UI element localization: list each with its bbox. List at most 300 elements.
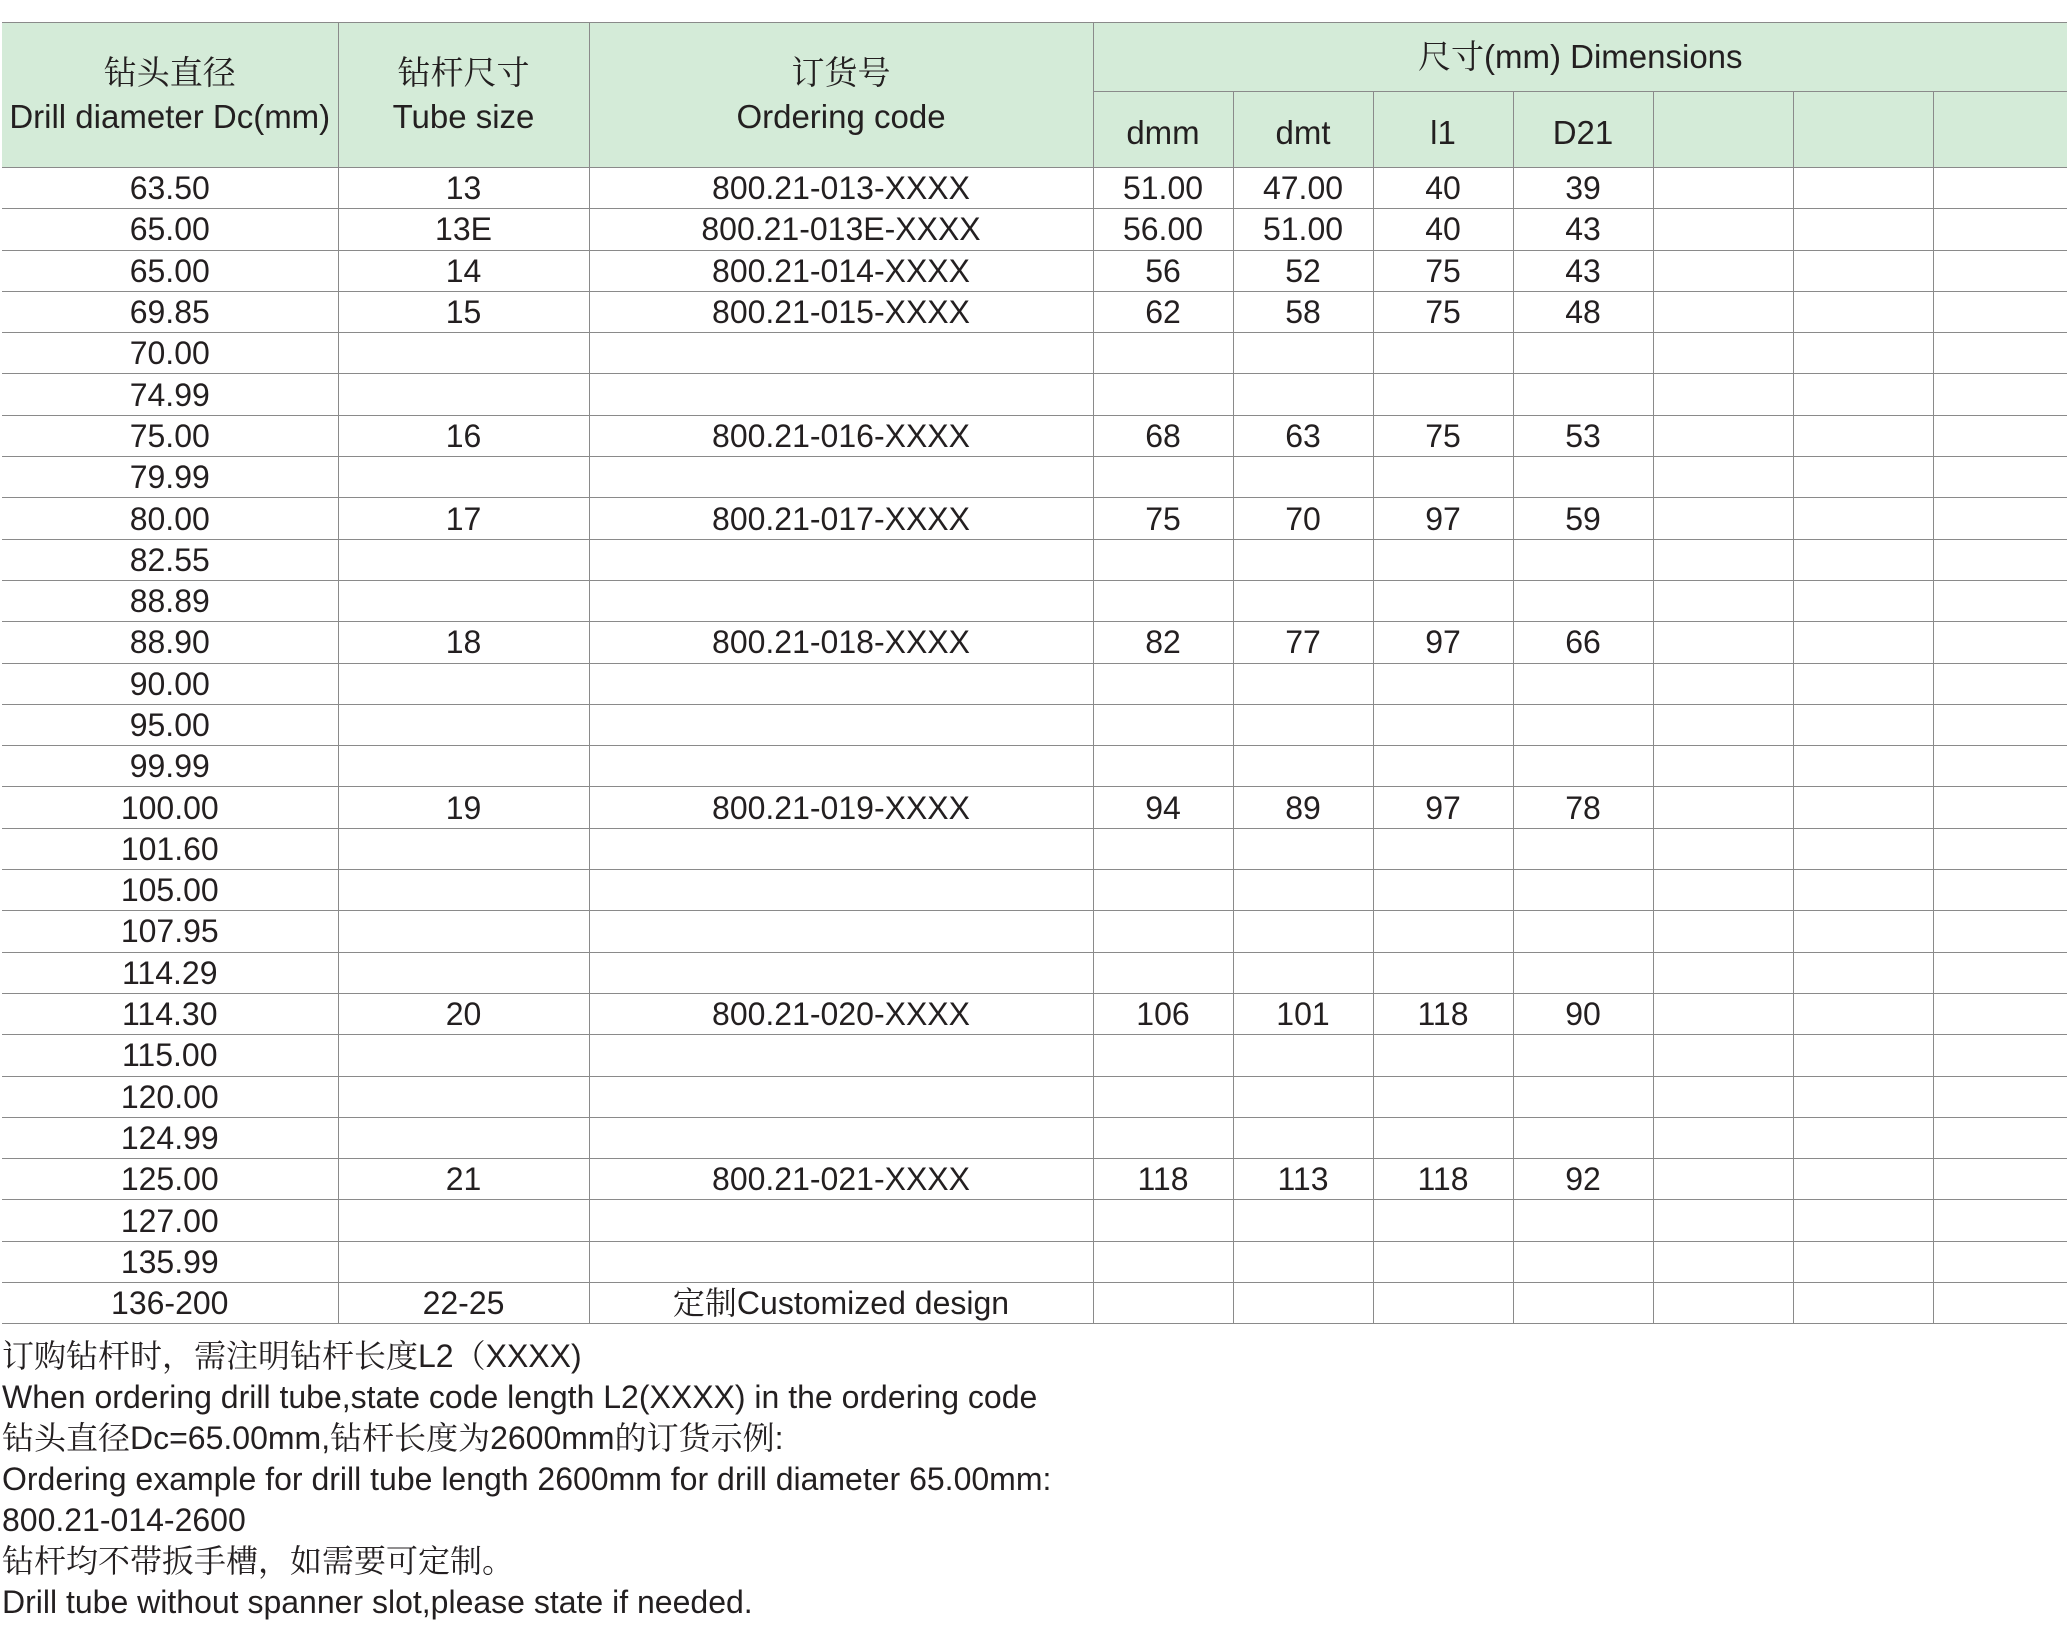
cell-empty [1793,622,1933,663]
cell-dmt [1233,870,1373,911]
cell-empty [1653,911,1793,952]
cell-empty [1653,663,1793,704]
cell-dmt [1233,333,1373,374]
table-row [2,828,2067,869]
table-row [2,870,2067,911]
cell-drill-diameter: 80.00 [2,498,338,539]
cell-l1 [1373,1117,1513,1158]
cell-ordering-code: 800.21-021-XXXX [589,1159,1093,1200]
table-row [2,1159,2067,1200]
cell-empty [1933,622,2067,663]
cell-empty [1653,1159,1793,1200]
cell-d21 [1513,1035,1653,1076]
cell-empty [1793,580,1933,621]
cell-dmt: 63 [1233,415,1373,456]
cell-empty [1653,291,1793,332]
cell-dmm: 118 [1093,1159,1233,1200]
cell-empty [1793,828,1933,869]
cell-dmm [1093,580,1233,621]
cell-drill-diameter: 82.55 [2,539,338,580]
cell-dmm: 68 [1093,415,1233,456]
cell-drill-diameter: 120.00 [2,1076,338,1117]
note-line: 订购钻杆时，需注明钻杆长度L2（XXXX) [2,1338,582,1374]
cell-tube-size: 20 [338,993,589,1034]
cell-ordering-code [589,704,1093,745]
cell-empty [1793,291,1933,332]
cell-empty [1933,580,2067,621]
cell-tube-size [338,374,589,415]
cell-l1 [1373,746,1513,787]
cell-l1: 75 [1373,250,1513,291]
cell-ordering-code [589,828,1093,869]
cell-empty [1793,1035,1933,1076]
note-line: Drill tube without spanner slot,please state if needed. [2,1584,753,1620]
cell-tube-size [338,1200,589,1241]
cell-empty [1793,250,1933,291]
cell-dmm [1093,457,1233,498]
cell-empty [1653,704,1793,745]
cell-l1 [1373,952,1513,993]
cell-dmt: 77 [1233,622,1373,663]
cell-drill-diameter: 74.99 [2,374,338,415]
cell-ordering-code [589,911,1093,952]
note-line: 钻头直径Dc=65.00mm,钻杆长度为2600mm的订货示例: [2,1420,784,1456]
cell-d21: 48 [1513,291,1653,332]
cell-empty [1653,787,1793,828]
cell-empty [1793,993,1933,1034]
cell-tube-size [338,539,589,580]
cell-empty [1653,1283,1793,1324]
cell-d21: 66 [1513,622,1653,663]
table-row [2,374,2067,415]
cell-tube-size: 13E [338,209,589,250]
cell-empty [1793,1076,1933,1117]
cell-drill-diameter: 79.99 [2,457,338,498]
cell-drill-diameter: 65.00 [2,209,338,250]
cell-empty [1653,333,1793,374]
cell-l1 [1373,333,1513,374]
cell-empty [1653,746,1793,787]
cell-dmm: 94 [1093,787,1233,828]
cell-dmm [1093,704,1233,745]
cell-empty [1933,168,2067,209]
cell-tube-size: 18 [338,622,589,663]
cell-tube-size [338,333,589,374]
cell-dmm [1093,1035,1233,1076]
cell-dmt [1233,374,1373,415]
header-dim-blank [1653,92,1793,168]
cell-dmm [1093,828,1233,869]
cell-d21 [1513,663,1653,704]
cell-d21 [1513,457,1653,498]
cell-empty [1933,1283,2067,1324]
table-row [2,498,2067,539]
cell-empty [1653,498,1793,539]
cell-empty [1793,1200,1933,1241]
cell-tube-size [338,704,589,745]
cell-empty [1933,209,2067,250]
cell-dmt: 58 [1233,291,1373,332]
table-row [2,622,2067,663]
cell-drill-diameter: 65.00 [2,250,338,291]
table-row [2,1283,2067,1324]
cell-dmm: 75 [1093,498,1233,539]
cell-dmt: 47.00 [1233,168,1373,209]
cell-dmm: 56 [1093,250,1233,291]
drill-tube-spec-table [2,22,2067,1324]
cell-dmt [1233,1283,1373,1324]
cell-empty [1793,952,1933,993]
header-dim-blank [1793,92,1933,168]
table-row [2,580,2067,621]
cell-dmt [1233,828,1373,869]
cell-l1 [1373,580,1513,621]
cell-d21 [1513,374,1653,415]
cell-d21 [1513,704,1653,745]
cell-d21 [1513,911,1653,952]
table-row [2,993,2067,1034]
header-tube-size-en: Tube size [392,98,535,135]
table-row [2,1241,2067,1282]
cell-l1 [1373,704,1513,745]
note-line: 钻杆均不带扳手槽，如需要可定制。 [2,1543,515,1579]
cell-dmm [1093,1241,1233,1282]
cell-dmt: 51.00 [1233,209,1373,250]
table-row [2,1035,2067,1076]
header-dim-d21: D21 [1513,92,1653,168]
cell-dmm [1093,539,1233,580]
cell-l1: 40 [1373,168,1513,209]
note-line: 800.21-014-2600 [2,1502,246,1538]
cell-dmt [1233,1241,1373,1282]
cell-empty [1793,870,1933,911]
cell-ordering-code [589,952,1093,993]
cell-ordering-code [589,663,1093,704]
cell-empty [1793,704,1933,745]
cell-empty [1653,828,1793,869]
table-row [2,704,2067,745]
cell-ordering-code: 800.21-013E-XXXX [589,209,1093,250]
cell-tube-size [338,457,589,498]
cell-empty [1653,250,1793,291]
cell-d21 [1513,580,1653,621]
cell-l1 [1373,539,1513,580]
header-tube-size-cn: 钻杆尺寸 [397,54,530,91]
note-line: When ordering drill tube,state code length L2(XXXX) in the ordering code [2,1379,1038,1415]
cell-dmm [1093,952,1233,993]
ordering-notes [2,1336,1602,1623]
cell-drill-diameter: 105.00 [2,870,338,911]
cell-drill-diameter: 115.00 [2,1035,338,1076]
cell-drill-diameter: 99.99 [2,746,338,787]
cell-dmm: 106 [1093,993,1233,1034]
cell-empty [1793,1283,1933,1324]
cell-ordering-code: 800.21-018-XXXX [589,622,1093,663]
header-dimensions: 尺寸(mm) Dimensions [1093,23,2067,92]
cell-ordering-code [589,1076,1093,1117]
cell-ordering-code [589,1200,1093,1241]
cell-dmm [1093,870,1233,911]
cell-empty [1933,746,2067,787]
cell-ordering-code [589,1035,1093,1076]
cell-dmm [1093,1076,1233,1117]
cell-l1: 118 [1373,993,1513,1034]
cell-drill-diameter: 124.99 [2,1117,338,1158]
cell-drill-diameter: 63.50 [2,168,338,209]
cell-tube-size: 19 [338,787,589,828]
cell-dmm: 62 [1093,291,1233,332]
cell-empty [1933,870,2067,911]
cell-empty [1933,250,2067,291]
cell-ordering-code: 800.21-015-XXXX [589,291,1093,332]
cell-tube-size [338,1076,589,1117]
header-dim-dmt: dmt [1233,92,1373,168]
cell-empty [1933,1035,2067,1076]
cell-empty [1793,498,1933,539]
cell-empty [1793,911,1933,952]
table-row [2,168,2067,209]
cell-dmt: 101 [1233,993,1373,1034]
cell-ordering-code [589,580,1093,621]
cell-d21: 39 [1513,168,1653,209]
cell-empty [1933,1076,2067,1117]
cell-empty [1933,828,2067,869]
cell-drill-diameter: 107.95 [2,911,338,952]
header-ordering-code-cn: 订货号 [791,54,891,91]
cell-dmm [1093,374,1233,415]
cell-empty [1793,787,1933,828]
cell-dmt: 52 [1233,250,1373,291]
cell-tube-size: 15 [338,291,589,332]
table-row [2,1200,2067,1241]
cell-l1: 40 [1373,209,1513,250]
cell-empty [1653,209,1793,250]
cell-tube-size [338,580,589,621]
cell-empty [1933,1200,2067,1241]
cell-ordering-code [589,333,1093,374]
cell-dmt [1233,952,1373,993]
cell-drill-diameter: 95.00 [2,704,338,745]
cell-dmt [1233,663,1373,704]
cell-drill-diameter: 90.00 [2,663,338,704]
cell-l1 [1373,828,1513,869]
table-row [2,787,2067,828]
cell-d21 [1513,870,1653,911]
cell-d21 [1513,746,1653,787]
cell-empty [1933,457,2067,498]
cell-ordering-code: 800.21-016-XXXX [589,415,1093,456]
cell-ordering-code [589,374,1093,415]
cell-d21 [1513,1283,1653,1324]
cell-dmt [1233,539,1373,580]
cell-d21 [1513,1200,1653,1241]
cell-dmm: 82 [1093,622,1233,663]
cell-empty [1793,415,1933,456]
cell-empty [1653,1200,1793,1241]
table-row [2,1076,2067,1117]
cell-d21 [1513,333,1653,374]
cell-empty [1933,1117,2067,1158]
header-ordering-code-en: Ordering code [736,98,946,135]
cell-drill-diameter: 69.85 [2,291,338,332]
cell-l1: 97 [1373,622,1513,663]
cell-dmm [1093,663,1233,704]
cell-tube-size: 22-25 [338,1283,589,1324]
cell-empty [1793,457,1933,498]
cell-empty [1653,1076,1793,1117]
cell-tube-size [338,663,589,704]
cell-dmm [1093,333,1233,374]
header-drill-diameter-cn: 钻头直径 [103,54,236,91]
cell-tube-size [338,911,589,952]
cell-empty [1653,415,1793,456]
table-row [2,746,2067,787]
cell-d21 [1513,1117,1653,1158]
cell-l1: 97 [1373,498,1513,539]
cell-empty [1793,663,1933,704]
cell-empty [1653,870,1793,911]
header-dim-l1: l1 [1373,92,1513,168]
cell-d21 [1513,828,1653,869]
cell-dmt [1233,1035,1373,1076]
cell-empty [1653,1241,1793,1282]
table-row [2,539,2067,580]
cell-drill-diameter: 88.90 [2,622,338,663]
cell-l1: 75 [1373,415,1513,456]
cell-l1 [1373,457,1513,498]
cell-empty [1653,1035,1793,1076]
cell-tube-size: 13 [338,168,589,209]
cell-ordering-code: 定制Customized design [589,1283,1093,1324]
cell-empty [1933,993,2067,1034]
cell-dmm [1093,911,1233,952]
cell-empty [1933,374,2067,415]
cell-d21: 53 [1513,415,1653,456]
cell-l1: 75 [1373,291,1513,332]
cell-tube-size [338,870,589,911]
cell-l1 [1373,1200,1513,1241]
cell-ordering-code: 800.21-017-XXXX [589,498,1093,539]
cell-dmt [1233,1076,1373,1117]
cell-dmt [1233,746,1373,787]
cell-empty [1933,704,2067,745]
cell-l1 [1373,1076,1513,1117]
cell-d21 [1513,539,1653,580]
cell-drill-diameter: 114.30 [2,993,338,1034]
cell-dmt: 70 [1233,498,1373,539]
note-line: Ordering example for drill tube length 2600mm for drill diameter 65.00mm: [2,1461,1052,1497]
cell-empty [1653,168,1793,209]
cell-empty [1933,1241,2067,1282]
cell-drill-diameter: 135.99 [2,1241,338,1282]
cell-tube-size [338,1035,589,1076]
cell-empty [1793,168,1933,209]
cell-d21 [1513,952,1653,993]
table-row [2,250,2067,291]
cell-dmm [1093,746,1233,787]
cell-tube-size [338,1241,589,1282]
header-dim-blank [1933,92,2067,168]
header-ordering-code [589,23,1093,168]
cell-ordering-code: 800.21-013-XXXX [589,168,1093,209]
cell-ordering-code [589,870,1093,911]
table-row [2,291,2067,332]
cell-d21 [1513,1241,1653,1282]
cell-dmm: 51.00 [1093,168,1233,209]
cell-drill-diameter: 88.89 [2,580,338,621]
cell-empty [1653,993,1793,1034]
cell-empty [1653,580,1793,621]
cell-dmm [1093,1117,1233,1158]
cell-empty [1793,209,1933,250]
cell-empty [1933,539,2067,580]
cell-l1 [1373,870,1513,911]
table-row [2,209,2067,250]
cell-ordering-code [589,1241,1093,1282]
cell-ordering-code: 800.21-020-XXXX [589,993,1093,1034]
cell-tube-size: 17 [338,498,589,539]
cell-tube-size: 14 [338,250,589,291]
cell-empty [1933,787,2067,828]
cell-empty [1793,1241,1933,1282]
cell-empty [1933,952,2067,993]
cell-tube-size [338,952,589,993]
table-row [2,911,2067,952]
cell-empty [1933,333,2067,374]
cell-d21: 90 [1513,993,1653,1034]
cell-dmm: 56.00 [1093,209,1233,250]
cell-d21: 59 [1513,498,1653,539]
cell-d21: 78 [1513,787,1653,828]
cell-empty [1653,622,1793,663]
cell-drill-diameter: 125.00 [2,1159,338,1200]
cell-l1: 97 [1373,787,1513,828]
cell-ordering-code [589,1117,1093,1158]
cell-empty [1653,1117,1793,1158]
cell-dmt [1233,580,1373,621]
cell-d21 [1513,1076,1653,1117]
cell-drill-diameter: 114.29 [2,952,338,993]
cell-dmt [1233,704,1373,745]
cell-dmm [1093,1283,1233,1324]
cell-dmm [1093,1200,1233,1241]
cell-empty [1653,952,1793,993]
cell-l1 [1373,1283,1513,1324]
cell-empty [1653,374,1793,415]
cell-l1 [1373,1035,1513,1076]
header-drill-diameter-en: Drill diameter Dc(mm) [9,98,331,135]
cell-empty [1793,1159,1933,1200]
cell-drill-diameter: 70.00 [2,333,338,374]
cell-ordering-code [589,457,1093,498]
cell-l1: 118 [1373,1159,1513,1200]
cell-empty [1793,374,1933,415]
cell-empty [1793,746,1933,787]
header-tube-size [338,23,589,168]
cell-empty [1933,291,2067,332]
header-drill-diameter [2,23,338,168]
table-row [2,415,2067,456]
cell-drill-diameter: 75.00 [2,415,338,456]
cell-drill-diameter: 127.00 [2,1200,338,1241]
spec-table-body [2,168,2067,1324]
cell-dmt [1233,911,1373,952]
cell-dmt [1233,457,1373,498]
cell-d21: 43 [1513,250,1653,291]
cell-ordering-code: 800.21-014-XXXX [589,250,1093,291]
cell-d21: 43 [1513,209,1653,250]
cell-empty [1933,1159,2067,1200]
